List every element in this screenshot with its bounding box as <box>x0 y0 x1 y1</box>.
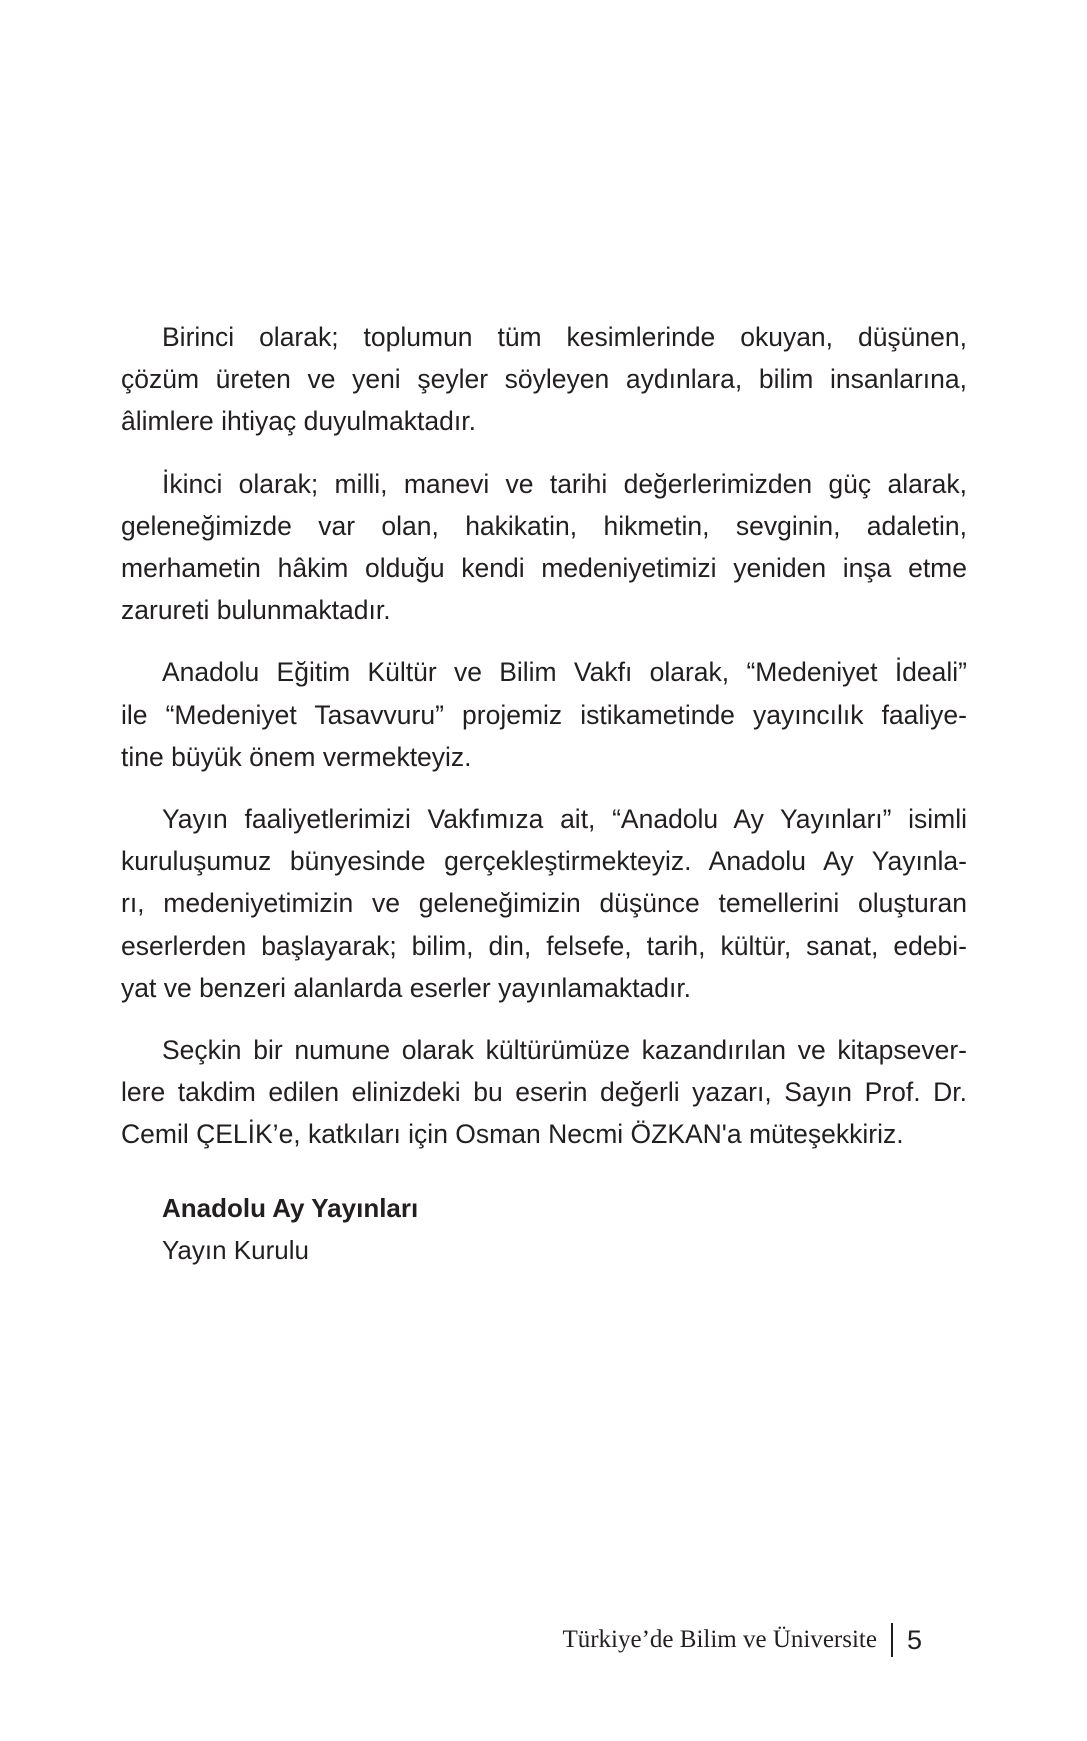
text-line: Seçkin bir numune olarak kültürümüze kazandırılan ve kitapsever- <box>162 1035 967 1066</box>
text-line: Cemil ÇELİK’e, katkıları için Osman Necmi ÖZKAN'a müteşekkiriz. <box>121 1119 904 1150</box>
text-line: Yayın faaliyetlerimizi Vakfımıza ait, “Anadolu Ay Yayınları” isimli <box>162 804 967 835</box>
text-line: yat ve benzeri alanlarda eserler yayınlamaktadır. <box>121 972 692 1003</box>
signature-role: Yayın Kurulu <box>162 1235 309 1265</box>
text-line: rı, medeniyetimizin ve geleneğimizin düşünce temellerini oluşturan <box>121 888 967 919</box>
paragraph-1 <box>121 316 967 443</box>
text-line: merhametin hâkim olduğu kendi medeniyetimizi yeniden inşa etme <box>121 553 967 584</box>
text-line: geleneğimizde var olan, hakikatin, hikmetin, sevginin, adaletin, <box>121 510 967 541</box>
text-line: lere takdim edilen elinizdeki bu eserin değerli yazarı, Sayın Prof. Dr. <box>121 1077 967 1108</box>
text-line: İkinci olarak; milli, manevi ve tarihi değerlerimizden güç alarak, <box>162 468 967 499</box>
body-text <box>121 316 967 1176</box>
signature-block <box>162 1187 418 1271</box>
text-line: tine büyük önem vermekteyiz. <box>121 741 472 772</box>
text-line: eserlerden başlayarak; bilim, din, felsefe, tarih, kültür, sanat, edebi- <box>121 930 967 961</box>
text-line: ile “Medeniyet Tasavvuru” projemiz istikametinde yayıncılık faaliye- <box>121 699 967 730</box>
signature-organization: Anadolu Ay Yayınları <box>162 1193 419 1223</box>
paragraph-2 <box>121 463 967 632</box>
text-line: Anadolu Eğitim Kültür ve Bilim Vakfı olarak, “Medeniyet İdeali” <box>162 657 967 688</box>
running-footer-title: Türkiye’de Bilim ve Üniversite <box>562 1626 877 1653</box>
page-footer <box>562 1622 922 1658</box>
footer-divider <box>891 1623 893 1657</box>
text-line: âlimlere ihtiyaç duyulmaktadır. <box>121 406 476 437</box>
text-line: çözüm üreten ve yeni şeyler söyleyen aydınlara, bilim insanlarına, <box>121 364 967 395</box>
paragraph-3 <box>121 651 967 778</box>
text-line: Birinci olarak; toplumun tüm kesimlerinde okuyan, düşünen, <box>162 322 967 352</box>
page-number: 5 <box>906 1624 922 1655</box>
text-line: zarureti bulunmaktadır. <box>121 595 391 626</box>
paragraph-4 <box>121 798 967 1009</box>
paragraph-5 <box>121 1029 967 1156</box>
text-line: kuruluşumuz bünyesinde gerçekleştirmekteyiz. Anadolu Ay Yayınla- <box>121 846 967 877</box>
